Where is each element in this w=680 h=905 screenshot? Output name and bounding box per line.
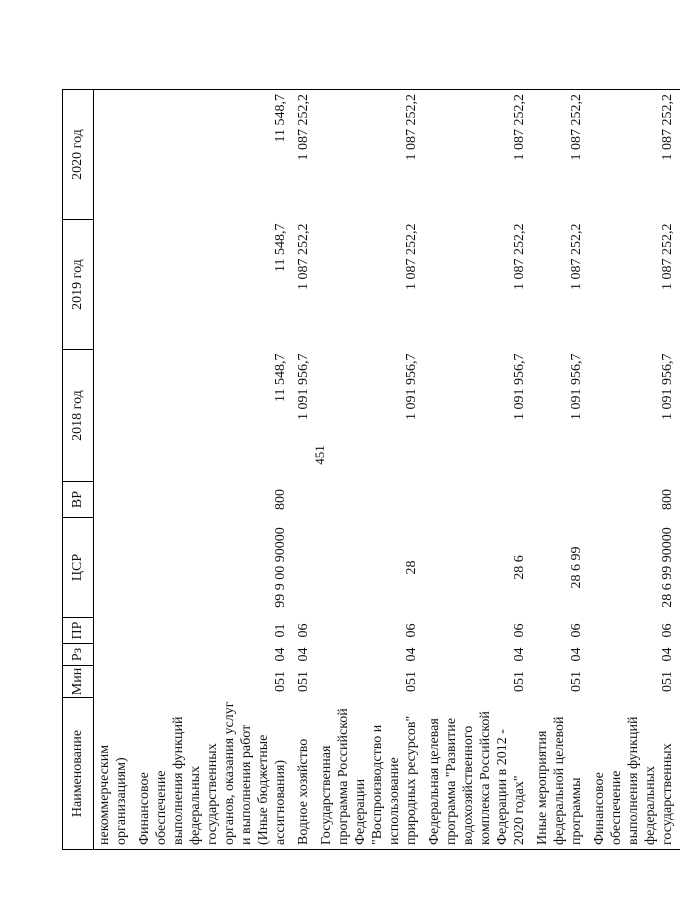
row-vr [293, 482, 316, 518]
table-row [316, 90, 424, 850]
row-vr [424, 482, 532, 518]
header-csr: ЦСР [63, 518, 94, 618]
row-2019: 1 087 252,2 [660, 223, 675, 290]
row-pr: 06 [569, 623, 584, 638]
row-2018: 1 091 956,7 [569, 353, 584, 420]
row-2020: 1 087 252,2 [316, 90, 424, 220]
table-row [293, 90, 316, 850]
row-vr [94, 482, 135, 518]
page-number: 451 [312, 445, 327, 465]
row-name: Государственная программа Российской Федерации "Воспроизводство и использование природных ресурсов" [316, 698, 424, 850]
row-2019 [94, 220, 135, 350]
row-rz: 04 [404, 647, 419, 662]
table-row [94, 90, 135, 850]
row-2018: 1 091 956,7 [512, 353, 527, 420]
row-2020: 1 087 252,2 [589, 90, 680, 220]
row-min: 051 [273, 671, 288, 692]
row-2020: 11 548,7 [134, 90, 293, 220]
row-name: некоммерческим организациям) [94, 698, 135, 850]
header-2020: 2020 год [63, 90, 94, 220]
row-2019: 1 087 252,2 [296, 223, 311, 290]
row-vr [532, 482, 589, 518]
header-name: Наименование [63, 698, 94, 850]
row-rz [94, 644, 135, 666]
header-pr: ПР [63, 618, 94, 644]
row-csr: 28 6 99 [569, 546, 584, 589]
row-rz: 04 [660, 647, 675, 662]
row-name: Водное хозяйство [293, 698, 316, 850]
row-pr [94, 618, 135, 644]
row-2020: 1 087 252,2 [424, 90, 532, 220]
rotated-page [62, 90, 675, 850]
row-csr [293, 518, 316, 618]
row-name: Финансовое обеспечение выполнения функций федеральных государственных [589, 698, 680, 850]
row-csr: 28 6 99 90000 [660, 527, 675, 608]
row-min [94, 666, 135, 698]
row-pr: 06 [296, 623, 311, 638]
row-min: 051 [569, 671, 584, 692]
row-rz: 04 [512, 647, 527, 662]
table-row [589, 90, 680, 850]
row-csr [94, 518, 135, 618]
header-2019: 2019 год [63, 220, 94, 350]
header-2018: 2018 год [63, 350, 94, 482]
table-row [532, 90, 589, 850]
row-2019: 11 548,7 [273, 223, 288, 272]
row-2018: 1 091 956,7 [404, 353, 419, 420]
row-pr: 06 [404, 623, 419, 638]
table-row [134, 90, 293, 850]
header-rz: Рз [63, 644, 94, 666]
row-pr: 06 [660, 623, 675, 638]
table-row [424, 90, 532, 850]
row-2018 [94, 350, 135, 482]
row-csr: 99 9 00 90000 [273, 527, 288, 608]
row-name: Федеральная целевая программа "Развитие водохозяйственного комплекса Российской Федерации в 2012 - 2020 годах" [424, 698, 532, 850]
header-row [63, 90, 94, 850]
row-name: Иные мероприятия федеральной целевой программы [532, 698, 589, 850]
row-vr: 800 [660, 489, 675, 510]
row-vr [316, 482, 424, 518]
row-2019: 1 087 252,2 [569, 223, 584, 290]
row-2020: 1 087 252,2 [532, 90, 589, 220]
row-min: 051 [660, 671, 675, 692]
row-min: 051 [296, 671, 311, 692]
budget-table [62, 89, 680, 850]
row-rz: 04 [273, 647, 288, 662]
row-2020 [94, 90, 135, 220]
row-name: Финансовое обеспечение выполнения функций федеральных государственных органов, оказания услуг и выполнения работ (Иные бюджетные ассигнования) [134, 698, 293, 850]
header-min: Мин [63, 666, 94, 698]
row-2020: 1 087 252,2 [293, 90, 316, 220]
row-2018: 1 091 956,7 [296, 353, 311, 420]
row-rz: 04 [296, 647, 311, 662]
header-vr: ВР [63, 482, 94, 518]
row-vr: 800 [273, 489, 288, 510]
row-rz: 04 [569, 647, 584, 662]
row-pr: 01 [273, 623, 288, 638]
row-csr: 28 6 [512, 555, 527, 580]
row-pr: 06 [512, 623, 527, 638]
row-2018: 11 548,7 [273, 353, 288, 402]
row-2019: 1 087 252,2 [404, 223, 419, 290]
row-csr: 28 [404, 560, 419, 575]
row-min: 051 [404, 671, 419, 692]
row-2018: 1 091 956,7 [660, 353, 675, 420]
row-2019: 1 087 252,2 [512, 223, 527, 290]
row-min: 051 [512, 671, 527, 692]
